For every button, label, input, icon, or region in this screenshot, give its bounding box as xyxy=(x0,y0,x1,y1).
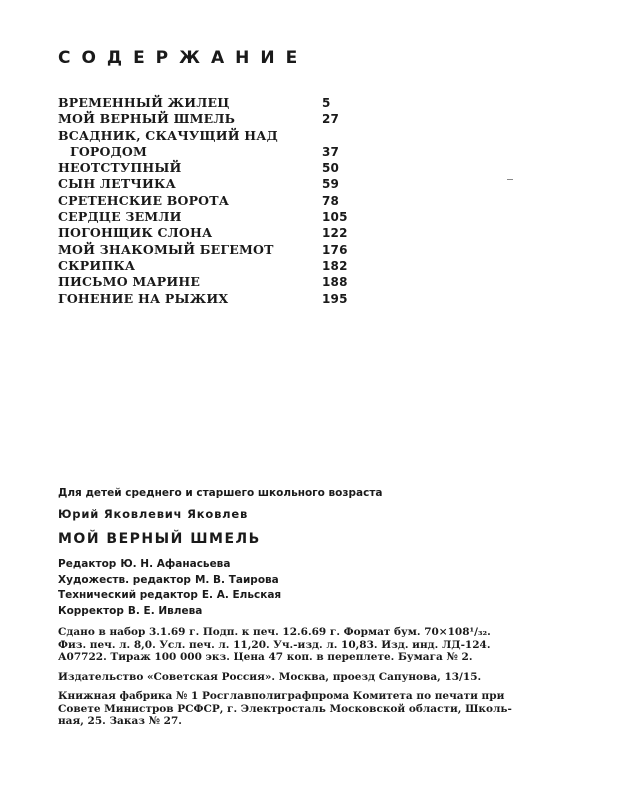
toc-item-page: 176 xyxy=(322,242,348,257)
toc-item-page: 195 xyxy=(322,291,348,306)
printer-line: Книжная фабрика № 1 Росглавполиграфпрома Комитета по печати при xyxy=(58,690,505,702)
credit-role: Корректор xyxy=(58,604,124,617)
toc-item xyxy=(58,242,358,258)
credit-line xyxy=(58,604,578,620)
credit-line xyxy=(58,588,578,604)
print-detail-line: А07722. Тираж 100 000 экз. Цена 47 коп. в переплете. Бумага № 2. xyxy=(58,651,473,663)
toc-item-title: СЕРДЦЕ ЗЕМЛИ xyxy=(58,209,182,225)
toc-item-title: СРЕТЕНСКИЕ ВОРОТА xyxy=(58,192,230,208)
toc-item-page: 105 xyxy=(322,210,348,225)
toc-item xyxy=(58,160,358,176)
toc-item xyxy=(58,176,358,192)
toc-item-title: НЕОТСТУПНЫЙ xyxy=(58,160,182,176)
credits-list xyxy=(58,557,578,619)
toc-item xyxy=(58,111,358,127)
publisher-line: Издательство «Советская Россия». Москва, проезд Сапунова, 13/15. xyxy=(58,670,482,683)
toc-item xyxy=(58,95,358,111)
audience-note: Для детей среднего и старшего школьного возраста xyxy=(58,487,383,499)
toc-item-page: 78 xyxy=(322,193,340,208)
print-detail-line: Сдано в набор 3.1.69 г. Подп. к печ. 12.6.69 г. Формат бум. 70×108¹/₃₂. xyxy=(58,626,491,638)
toc-item-page: 182 xyxy=(322,258,348,273)
imprint-block xyxy=(58,487,578,735)
toc-item-page: 188 xyxy=(322,275,348,290)
toc-item-title: СКРИПКА xyxy=(58,257,136,273)
author-name: Юрий Яковлевич Яковлев xyxy=(58,507,249,521)
credit-name: Ю. Н. Афанасьева xyxy=(120,558,231,570)
toc-heading: СОДЕРЖАНИЕ xyxy=(58,48,309,68)
printer-line: ная, 25. Заказ № 27. xyxy=(58,715,182,727)
credit-name: М. В. Таирова xyxy=(194,573,279,586)
toc-item-page: 5 xyxy=(322,96,331,110)
toc-item-title: ВСАДНИК, СКАЧУЩИЙ НАД xyxy=(58,127,279,143)
toc-item-title: СЫН ЛЕТЧИКА xyxy=(58,176,176,192)
toc-list xyxy=(58,95,358,307)
credit-line xyxy=(58,573,578,589)
toc-item-page: 50 xyxy=(322,161,340,176)
toc-item-title: ГОНЕНИЕ НА РЫЖИХ xyxy=(58,290,229,306)
toc-item-page: 37 xyxy=(322,144,340,159)
print-detail-line: Физ. печ. л. 8,0. Усл. печ. л. 11,20. Уч.-изд. л. 10,83. Изд. инд. ЛД-124. xyxy=(58,638,491,651)
toc-item-title: ПИСЬМО МАРИНЕ xyxy=(58,274,201,290)
toc-item-page xyxy=(322,128,352,144)
credit-name: Е. А. Ельская xyxy=(201,589,282,601)
scan-speck xyxy=(507,179,513,180)
toc-item xyxy=(58,144,358,160)
credit-line xyxy=(58,557,578,573)
publisher-info xyxy=(58,671,578,684)
toc-item xyxy=(58,274,358,290)
print-details xyxy=(58,626,578,664)
toc-item xyxy=(58,258,358,274)
toc-item-page: 59 xyxy=(322,177,340,192)
toc-item-title: МОЙ ВЕРНЫЙ ШМЕЛЬ xyxy=(58,111,236,127)
book-title: МОЙ ВЕРНЫЙ ШМЕЛЬ xyxy=(58,531,261,547)
credit-role: Технический редактор xyxy=(58,589,198,601)
toc-item-title: ПОГОНЩИК СЛОНА xyxy=(58,225,213,241)
credit-role: Редактор xyxy=(58,558,117,570)
credit-name: В. Е. Ивлева xyxy=(127,604,203,617)
toc-item-title: ВРЕМЕННЫЙ ЖИЛЕЦ xyxy=(58,95,230,110)
toc-item-page: 122 xyxy=(322,226,348,241)
toc-item-title: ГОРОДОМ xyxy=(70,143,148,159)
toc-item-title: МОЙ ЗНАКОМЫЙ БЕГЕМОТ xyxy=(58,241,274,257)
toc-item xyxy=(58,128,358,144)
printer-info xyxy=(58,690,578,728)
toc-item xyxy=(58,225,358,241)
toc-item-page: 27 xyxy=(322,112,340,127)
toc-item xyxy=(58,193,358,209)
printer-line: Совете Министров РСФСР, г. Электросталь Московской области, Школь- xyxy=(58,702,512,715)
toc-item xyxy=(58,209,358,225)
credit-role: Художеств. редактор xyxy=(58,573,191,586)
toc-item xyxy=(58,291,358,307)
